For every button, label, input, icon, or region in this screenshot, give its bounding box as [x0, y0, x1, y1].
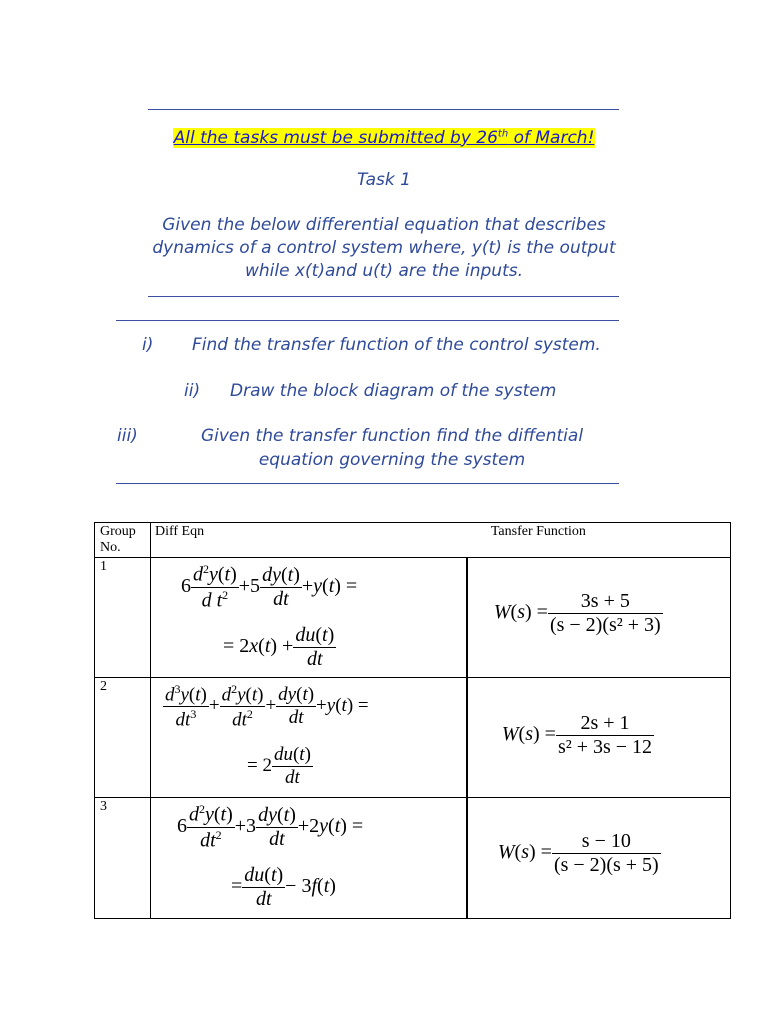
intro-rule: [148, 296, 619, 297]
task-intro: Given the below differential equation that describes dynamics of a control system where, y(t) is the output while x(t)and u(t) are the inputs.: [152, 215, 616, 281]
tasks-bottom-rule: [116, 483, 619, 484]
transfer-function: W(s) = $\frac{2s + 1}{\text{s² + 3s − 12}}$: [501, 712, 653, 758]
diff-eqn-line-2: = 2x(t) + $\frac{du(t)}{dt}$: [222, 624, 335, 670]
header-group: Group No.: [95, 523, 151, 558]
transfer-function-cell: [467, 558, 731, 678]
tasks-top-rule: [116, 320, 619, 321]
task-title: Task 1: [357, 170, 411, 190]
transfer-function: W(s) = $\frac{s - 10}{(s - 2)(s + 5)}$: [497, 830, 659, 876]
transfer-function-cell: [467, 678, 731, 798]
group-number: 3: [95, 798, 151, 919]
diff-eqn-line-2: = 2 $\frac{du(t)}{dt}$: [246, 744, 311, 788]
diff-eqn-cell: [150, 558, 466, 678]
table-row: [95, 678, 731, 798]
diff-eqn-cell: [150, 678, 466, 798]
header-diff-eqn: Diff Eqn: [150, 523, 466, 558]
deadline-line: [140, 122, 628, 150]
deadline-highlight: All the tasks must be submitted by 26th of March!: [173, 127, 595, 148]
diff-eqn-line-1: 6 $\frac{d^2y(t)}{dt^2}$ +3 $\frac{dy(t)}{dt}$ +2y(t) =: [176, 802, 364, 852]
task-number: ii): [184, 381, 201, 401]
table-row: [95, 558, 731, 678]
task-number: i): [142, 335, 154, 355]
transfer-function-cell: [467, 798, 731, 919]
table-header-row: [95, 523, 731, 558]
diff-eqn-line-2: = $\frac{du(t)}{dt}$ − 3f(t): [230, 864, 336, 910]
header-transfer-function: Tansfer Function: [467, 523, 731, 558]
diff-eqn-cell: [150, 798, 466, 919]
task-number: iii): [117, 426, 138, 446]
task-text: Find the transfer function of the control system.: [192, 335, 601, 355]
group-number: 1: [95, 558, 151, 678]
top-rule: [148, 109, 619, 110]
transfer-function: W(s) = $\frac{3s + 5}{\text{(s − 2)(s² + 3)}}$: [493, 590, 661, 636]
diff-eqn-line-1: 6 $\frac{d^2y(t)}{d t^2}$ +5 $\frac{dy(t)}{dt}$ +y(t) =: [180, 562, 358, 612]
table-row: [95, 798, 731, 919]
task-text: Draw the block diagram of the system: [230, 381, 557, 401]
group-number: 2: [95, 678, 151, 798]
equations-table: [94, 522, 731, 919]
task-text: Given the transfer function find the diffential equation governing the system: [200, 426, 584, 470]
diff-eqn-line-1: $\frac{d^3y(t)}{dt^3}$ + $\frac{d^2y(t)}{dt^2}$ + $\frac{dy(t)}{dt}$ +y(t) =: [164, 682, 369, 731]
